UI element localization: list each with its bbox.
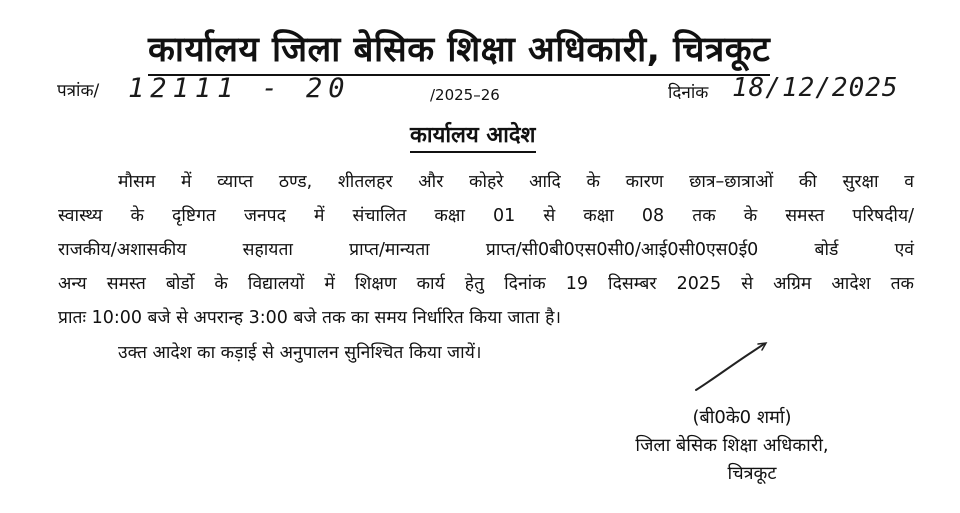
signatory-block [612,404,852,488]
order-paragraph-1 [58,165,914,335]
paragraph-line: मौसम में व्याप्त ठण्ड, शीतलहर और कोहरे आदि के कारण छात्र–छात्राओं की सुरक्षा व [118,172,914,192]
paragraph-line: प्रातः 10:00 बजे से अपरान्ह 3:00 बजे तक का समय निर्धारित किया जाता है। [58,308,561,328]
office-title: कार्यालय जिला बेसिक शिक्षा अधिकारी, चित्रकूट [148,28,770,76]
reference-label: पत्रांक/ [57,81,100,101]
paragraph-line: राजकीय/अशासकीय सहायता प्राप्त/मान्यता प्राप्त/सी0बी0एस0सी0/आई0सी0एस0ई0 बोर्ड एवं [58,240,914,260]
signature-mark [692,340,772,400]
order-paragraph-2: उक्त आदेश का कड़ाई से अनुपालन सुनिश्चित किया जायें। [118,343,482,363]
signatory-designation: जिला बेसिक शिक्षा अधिकारी, [635,435,829,456]
paragraph-line: स्वास्थ्य के दृष्टिगत जनपद में संचालित कक्षा 01 से कक्षा 08 तक के समस्त परिषदीय/ [58,206,914,226]
signatory-name: (बी0के0 शर्मा) [692,407,792,428]
session-year: /2025–26 [430,86,500,104]
signatory-place: चित्रकूट [727,463,777,484]
date-label: दिनांक [668,83,709,103]
paragraph-line: अन्य समस्त बोर्डो के विद्यालयों में शिक्षण कार्य हेतु दिनांक 19 दिसम्बर 2025 से अग्रिम आदेश तक [58,274,914,294]
date-value: 18/12/2025 [732,73,899,103]
reference-number: 12111 - 20 [128,73,351,104]
order-heading: कार्यालय आदेश [410,121,536,153]
